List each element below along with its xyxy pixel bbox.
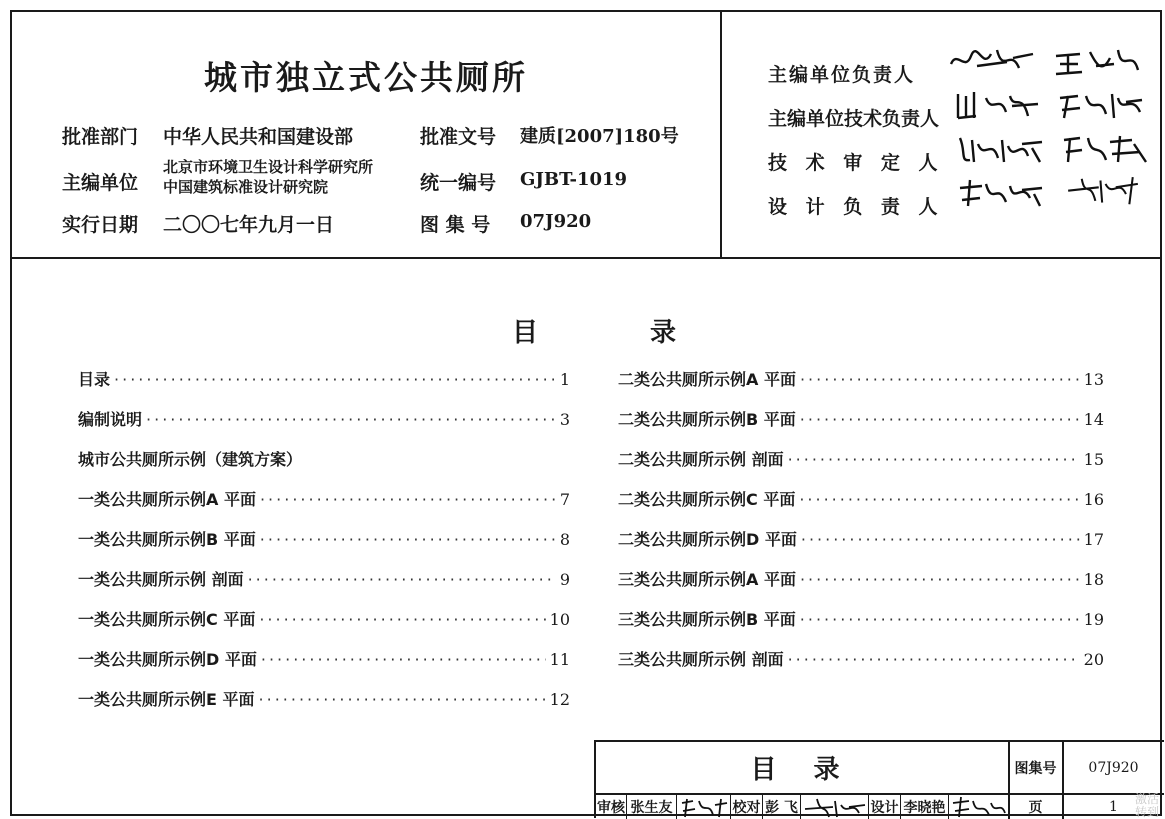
toc-entry[interactable] <box>618 447 1104 470</box>
approval-dept-label: 批准部门 <box>62 126 139 148</box>
tech-review-label: 技 术 审 定 人 <box>768 152 944 174</box>
toc-entry-page: 18 <box>1083 570 1104 589</box>
toc-entry-label: 一类公共厕所示例D 平面 <box>78 650 257 669</box>
toc-leader-dots <box>799 490 1079 509</box>
toc-entry-label: 二类公共厕所示例A 平面 <box>618 370 796 389</box>
toc-entry-page: 11 <box>549 650 570 669</box>
toc-entry-label: 目录 <box>78 370 111 389</box>
chief-unit-tech-head-label: 主编单位技术负责人 <box>768 108 940 130</box>
atlas-no-value: 07J920 <box>520 211 592 232</box>
toc-entry-page: 3 <box>559 410 570 429</box>
toc-entry-label: 城市公共厕所示例（建筑方案） <box>78 450 303 469</box>
approval-doc-value: 建质[2007]180号 <box>520 126 679 147</box>
toc-entry[interactable] <box>78 567 570 590</box>
signature-2 <box>1052 44 1142 78</box>
toc-leader-dots <box>800 370 1080 389</box>
toc-entry[interactable] <box>618 567 1104 590</box>
toc-leader-dots <box>260 490 556 509</box>
toc-entry-page: 14 <box>1083 410 1104 429</box>
toc-leader-dots <box>801 530 1080 549</box>
toc-entry-page: 20 <box>1083 650 1104 669</box>
unified-no-value: GJBT-1019 <box>520 169 628 190</box>
toc-entry[interactable] <box>78 607 570 630</box>
header-divider <box>720 12 722 257</box>
toc-entry-page: 7 <box>559 490 570 509</box>
title-block-atlas-label: 图集号 <box>1014 760 1057 777</box>
toc-leader-dots <box>260 530 556 549</box>
toc-entry[interactable] <box>618 527 1104 550</box>
toc-entry-page: 8 <box>559 530 570 549</box>
toc-entry[interactable] <box>618 607 1104 630</box>
drawing-sheet <box>10 10 1162 816</box>
header-bottom-rule <box>12 257 1160 259</box>
atlas-title: 城市独立式公共厕所 <box>204 58 528 97</box>
design-signature <box>949 794 1008 819</box>
toc-entry[interactable] <box>78 487 570 510</box>
toc-entry-label: 一类公共厕所示例 剖面 <box>78 570 244 589</box>
check-label: 校对 <box>732 800 761 816</box>
toc-leader-dots <box>259 610 545 629</box>
toc-entry-page: 19 <box>1083 610 1104 629</box>
toc-entry[interactable] <box>78 367 570 390</box>
signature-3 <box>952 88 1042 122</box>
approval-doc-label: 批准文号 <box>420 126 497 148</box>
toc-entry[interactable] <box>78 687 570 710</box>
signature-7 <box>956 176 1046 210</box>
toc-entry-label: 三类公共厕所示例B 平面 <box>618 610 796 629</box>
signature-8 <box>1058 172 1148 206</box>
toc-entry-page: 1 <box>559 370 570 389</box>
title-block-atlas-value: 07J920 <box>1088 759 1139 776</box>
signature-6 <box>1060 132 1150 166</box>
toc-entry[interactable] <box>618 487 1104 510</box>
watermark-line2: 转到 <box>1134 805 1159 819</box>
effective-date-value: 二〇〇七年九月一日 <box>163 214 335 236</box>
toc-left-column <box>78 367 570 707</box>
toc-entry-label: 三类公共厕所示例A 平面 <box>618 570 796 589</box>
toc-entry-label: 二类公共厕所示例D 平面 <box>618 530 797 549</box>
toc-entry[interactable] <box>78 407 570 430</box>
signature-1 <box>947 44 1037 78</box>
chief-unit-line2: 中国建筑标准设计研究院 <box>163 178 329 196</box>
title-block-title: 目 录 <box>750 755 854 785</box>
unified-no-label: 统一编号 <box>420 172 497 194</box>
approval-dept-value: 中华人民共和国建设部 <box>163 126 354 148</box>
toc-entry-label: 一类公共厕所示例A 平面 <box>78 490 256 509</box>
toc-right-column <box>618 367 1104 667</box>
title-block <box>594 740 1164 818</box>
toc-entry-page: 16 <box>1083 490 1104 509</box>
toc-leader-dots <box>261 650 546 669</box>
toc-entry-page: 17 <box>1083 530 1104 549</box>
toc-entry-label: 二类公共厕所示例 剖面 <box>618 450 784 469</box>
toc-entry[interactable] <box>618 367 1104 390</box>
toc-entry[interactable] <box>618 647 1104 670</box>
signature-4 <box>1056 88 1146 122</box>
toc-entry[interactable] <box>78 527 570 550</box>
watermark-line1: 激活 <box>1134 792 1159 806</box>
toc-leader-dots <box>788 650 1080 669</box>
toc-leader-dots <box>248 570 556 589</box>
toc-leader-dots <box>800 610 1080 629</box>
toc-entry-label: 一类公共厕所示例B 平面 <box>78 530 256 549</box>
toc-entry-page: 12 <box>549 690 570 709</box>
toc-entry-label: 一类公共厕所示例C 平面 <box>78 610 256 629</box>
toc-entry-label: 编制说明 <box>78 410 143 429</box>
toc-leader-dots <box>146 410 556 429</box>
toc-entry-label: 二类公共厕所示例C 平面 <box>618 490 796 509</box>
toc-heading-left: 目 <box>512 318 539 348</box>
watermark <box>1135 793 1159 819</box>
chief-unit-label: 主编单位 <box>62 172 139 194</box>
chief-unit-head-label: 主编单位负责人 <box>768 64 916 86</box>
toc-leader-dots <box>114 370 556 389</box>
signature-5 <box>956 132 1046 166</box>
toc-entry[interactable] <box>78 647 570 670</box>
effective-date-label: 实行日期 <box>62 214 139 236</box>
design-head-label: 设 计 负 责 人 <box>768 196 944 218</box>
design-label: 设计 <box>870 800 899 816</box>
toc-entry-page: 9 <box>559 570 570 589</box>
toc-leader-dots <box>800 570 1080 589</box>
check-signature <box>801 794 868 819</box>
design-name: 李晓艳 <box>903 800 946 816</box>
toc-entry-label: 二类公共厕所示例B 平面 <box>618 410 796 429</box>
toc-leader-dots <box>800 410 1080 429</box>
toc-heading-right: 录 <box>650 318 677 348</box>
toc-leader-dots <box>259 690 546 709</box>
toc-entry[interactable] <box>618 407 1104 430</box>
review-label: 审核 <box>597 800 625 816</box>
page-value: 1 <box>1109 799 1118 815</box>
toc-leader-dots <box>788 450 1080 469</box>
atlas-no-label: 图 集 号 <box>420 214 491 236</box>
toc-entry-label: 三类公共厕所示例 剖面 <box>618 650 784 669</box>
page-label: 页 <box>1028 800 1043 816</box>
chief-unit-line1: 北京市环境卫生设计科学研究所 <box>163 158 374 176</box>
toc-entry-page: 10 <box>549 610 570 629</box>
review-signature <box>677 794 730 819</box>
toc-entry-page: 13 <box>1083 370 1104 389</box>
toc-entry-page: 15 <box>1083 450 1104 469</box>
review-name: 张生友 <box>630 800 673 816</box>
toc-entry[interactable] <box>78 447 570 470</box>
toc-entry-label: 一类公共厕所示例E 平面 <box>78 690 255 709</box>
check-name: 彭 飞 <box>765 800 798 816</box>
